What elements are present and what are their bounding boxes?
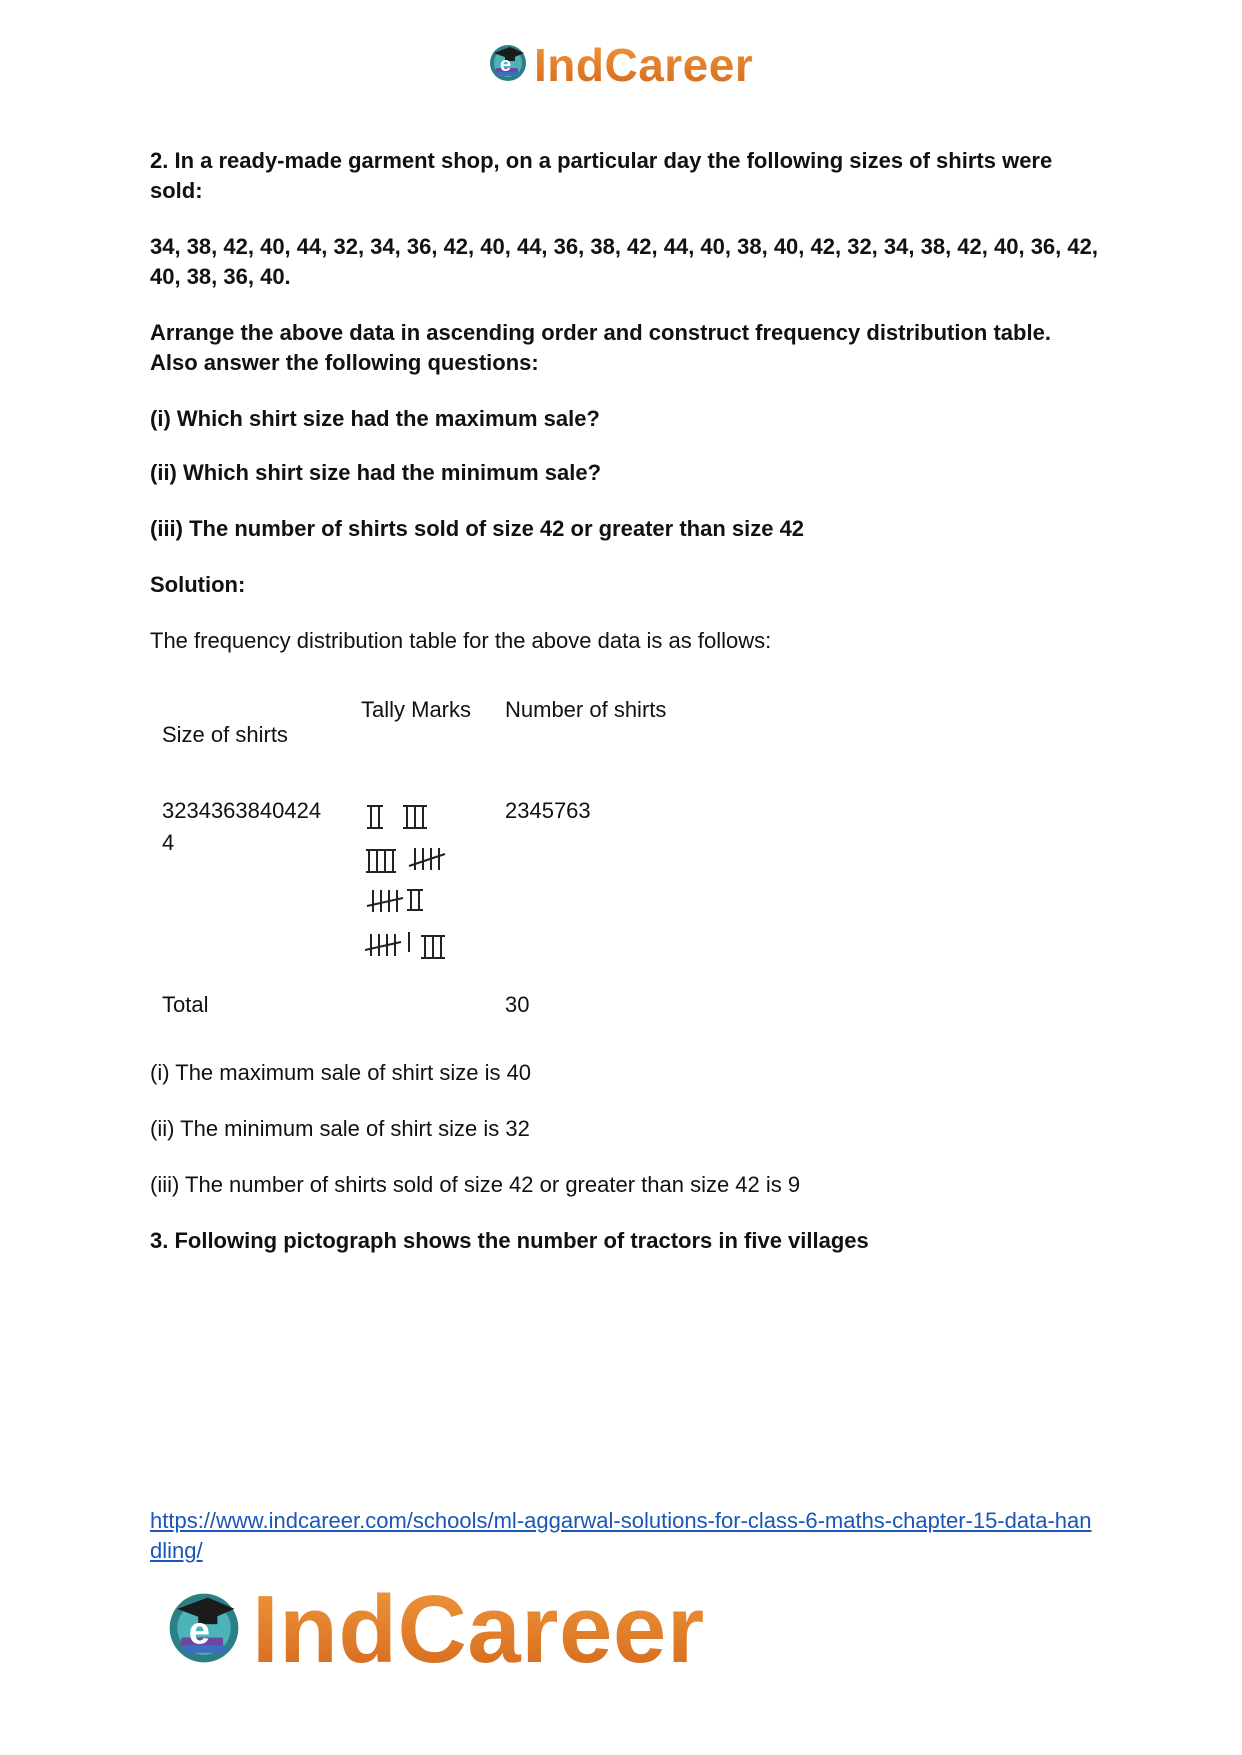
brand-name: IndCareer [252, 1576, 705, 1683]
brand-name: IndCareer [534, 39, 754, 91]
graduation-cap-book-icon [162, 1586, 246, 1675]
question-2-data: 34, 38, 42, 40, 44, 32, 34, 36, 42, 40, 44, 36, 38, 42, 44, 40, 38, 40, 42, 32, 34, 38, 42, 40, 36, 42, 40, 38, 36, 40. [150, 234, 1098, 289]
total-value: 30 [505, 992, 530, 1017]
table-intro: The frequency distribution table for the above data is as follows: [150, 628, 772, 653]
svg-text:e: e [500, 53, 512, 76]
sizes-values-line-2: 4 [162, 830, 175, 855]
number-values: 2345763 [505, 798, 591, 823]
question-2-intro: 2. In a ready-made garment shop, on a particular day the following sizes of shirts were sold: [150, 148, 1053, 203]
question-2-instruction: Arrange the above data in ascending order and construct frequency distribution table. Also answer the following questions: [150, 320, 1051, 375]
question-2-part-iii: (iii) The number of shirts sold of size 42 or greater than size 42 [150, 516, 805, 541]
graduation-cap-book-icon [486, 41, 530, 90]
answer-i: (i) The maximum sale of shirt size is 40 [150, 1060, 532, 1085]
total-label: Total [162, 992, 209, 1017]
header-tally-marks: Tally Marks [361, 697, 472, 722]
footer-logo [162, 1575, 705, 1685]
header-size-of-shirts: Size of shirts [162, 722, 288, 747]
solution-heading: Solution: [150, 572, 246, 597]
sizes-values-line-1: 3234363840424 [162, 798, 322, 823]
header-number-of-shirts: Number of shirts [505, 697, 667, 722]
question-2-part-i: (i) Which shirt size had the maximum sale? [150, 406, 600, 431]
tally-marks-image [365, 802, 475, 962]
answer-ii: (ii) The minimum sale of shirt size is 32 [150, 1116, 530, 1141]
header-logo [486, 40, 753, 90]
source-link[interactable]: https://www.indcareer.com/schools/ml-aggarwal-solutions-for-class-6-maths-chapter-15-data-handling/ [150, 1508, 1092, 1563]
question-3: 3. Following pictograph shows the number of tractors in five villages [150, 1228, 869, 1253]
question-2-part-ii: (ii) Which shirt size had the minimum sale? [150, 460, 602, 485]
answer-iii: (iii) The number of shirts sold of size 42 or greater than size 42 is 9 [150, 1172, 801, 1197]
svg-text:e: e [188, 1608, 210, 1652]
